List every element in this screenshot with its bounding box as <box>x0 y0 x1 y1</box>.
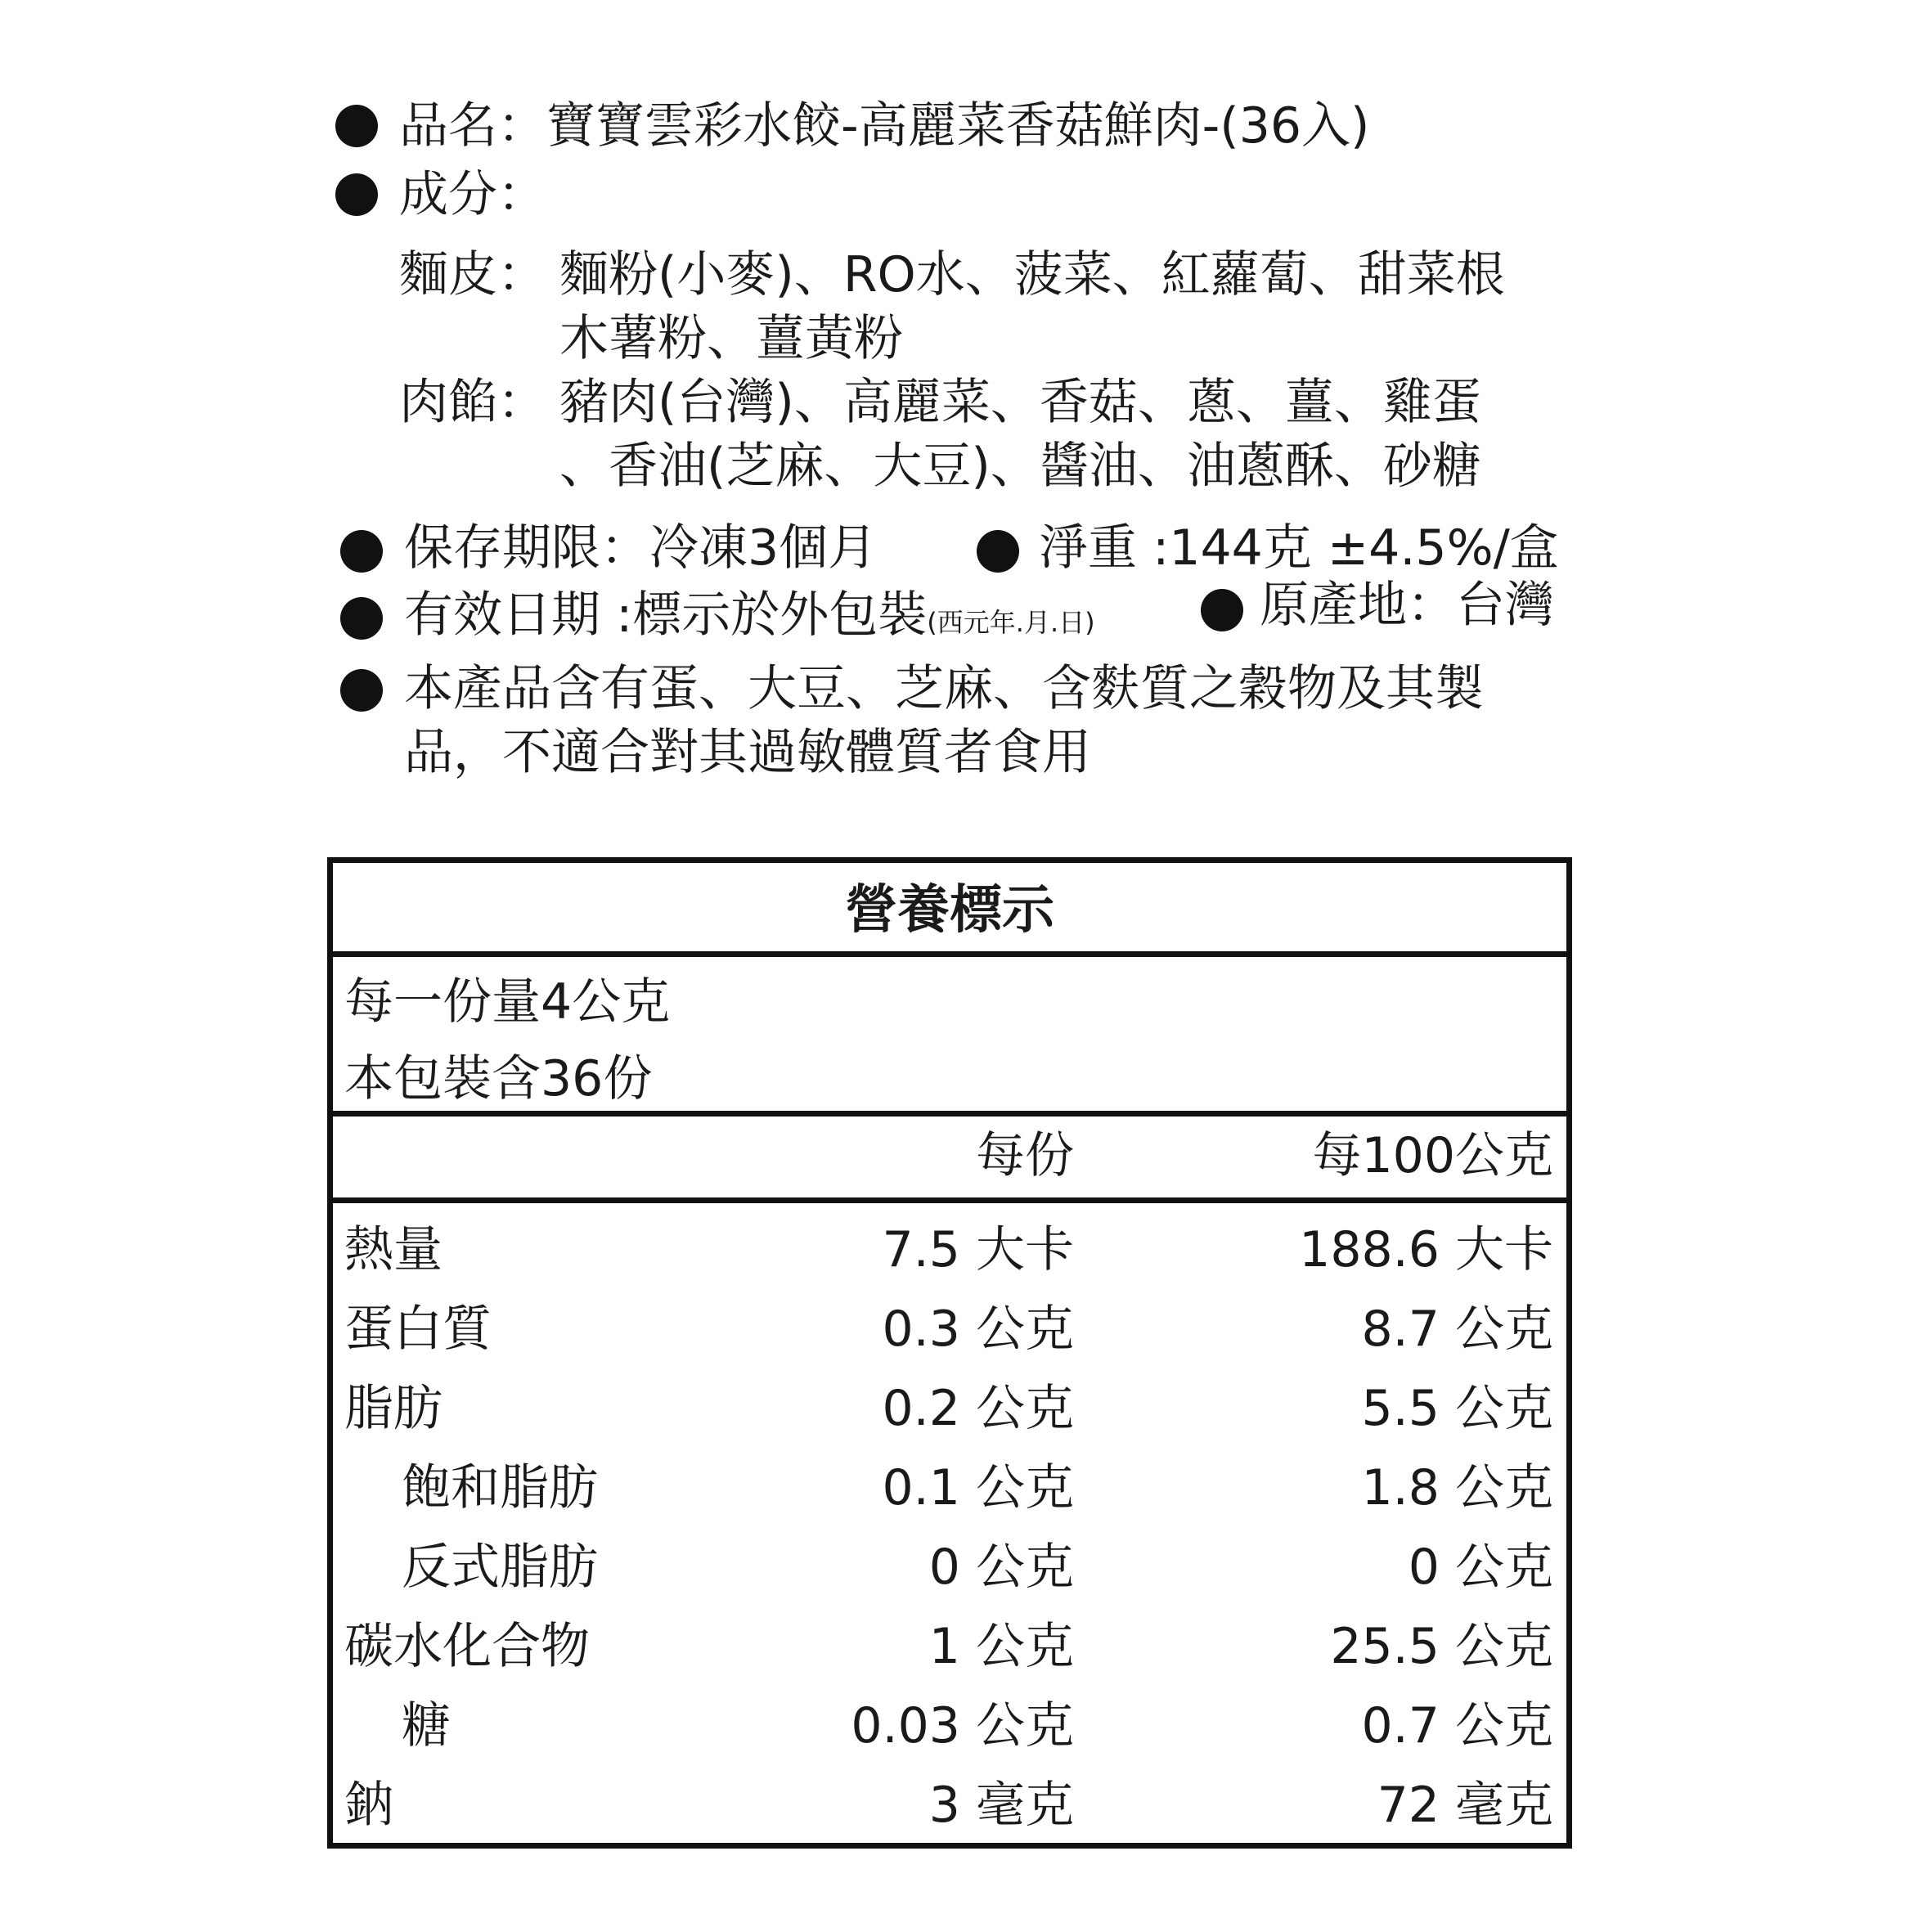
shelf-life: 保存期限：冷凍3個月 <box>404 519 878 577</box>
nutrient-per-serving: 1 公克 <box>928 1618 1074 1675</box>
net-weight: 淨重 :144克 ±4.5%/盒 <box>1039 519 1559 577</box>
ingredients-heading: 成分： <box>399 166 546 223</box>
bullet-dot <box>340 597 383 640</box>
nutrition-row <box>333 1686 1566 1766</box>
nutrient-per-100g: 25.5 公克 <box>1330 1618 1553 1675</box>
nutrition-row <box>333 1527 1566 1607</box>
nutrient-per-serving: 0.3 公克 <box>882 1301 1074 1358</box>
nutrient-name: 熱量 <box>344 1221 443 1278</box>
nutrition-row <box>333 1606 1566 1687</box>
nutrient-name: 鈉 <box>344 1777 393 1834</box>
bullet-dot <box>340 530 383 573</box>
bullet-dot <box>977 530 1019 573</box>
allergen-warning-line-1: 本產品含有蛋、大豆、芝麻、含麩質之穀物及其製 <box>404 660 1484 717</box>
nutrition-row <box>333 1765 1566 1845</box>
divider <box>333 1111 1566 1117</box>
nutrient-per-100g: 1.8 公克 <box>1361 1459 1553 1516</box>
product-name: 品名：寶寶雲彩水餃-高麗菜香菇鮮肉-(36入) <box>399 97 1370 155</box>
nutrition-title: 營養標示 <box>845 880 1054 941</box>
nutrient-name: 糖 <box>402 1697 451 1755</box>
expiry-date-text: 有效日期 :標示於外包裝 <box>404 586 928 644</box>
nutrient-per-100g: 8.7 公克 <box>1361 1301 1553 1358</box>
nutrient-per-serving: 0.2 公克 <box>882 1380 1074 1437</box>
nutrition-row <box>333 1368 1566 1449</box>
nutrient-name: 蛋白質 <box>344 1301 492 1358</box>
nutrient-name: 反式脂肪 <box>402 1539 598 1596</box>
nutrition-row <box>333 1289 1566 1369</box>
bullet-dot <box>1201 589 1243 631</box>
nutrient-name: 碳水化合物 <box>344 1618 590 1675</box>
nutrient-per-serving: 0.03 公克 <box>851 1697 1074 1755</box>
skin-label: 麵皮： <box>399 246 546 303</box>
nutrient-per-100g: 72 毫克 <box>1377 1777 1553 1834</box>
servings-per-package: 本包裝含36份 <box>344 1050 653 1108</box>
filling-label: 肉餡： <box>399 374 546 431</box>
nutrient-name: 飽和脂肪 <box>402 1459 598 1516</box>
divider <box>333 951 1566 957</box>
nutrition-row <box>333 1448 1566 1528</box>
bullet-dot <box>335 105 378 147</box>
column-header-per-serving: 每份 <box>976 1127 1074 1184</box>
column-header-per-100g: 每100公克 <box>1312 1127 1553 1184</box>
nutrient-name: 脂肪 <box>344 1380 443 1437</box>
nutrient-per-serving: 0.1 公克 <box>882 1459 1074 1516</box>
divider <box>333 1197 1566 1203</box>
filling-ingredients-line-1: 豬肉(台灣)、高麗菜、香菇、蔥、薑、雞蛋 <box>559 374 1481 431</box>
serving-size: 每一份量4公克 <box>344 973 671 1031</box>
allergen-warning-line-2: 品，不適合對其過敏體質者食用 <box>404 724 1091 781</box>
nutrient-per-100g: 0.7 公克 <box>1361 1697 1553 1755</box>
expiry-date-format: (西元年.月.日) <box>927 607 1095 638</box>
nutrient-per-serving: 3 毫克 <box>928 1777 1074 1834</box>
nutrient-per-100g: 188.6 大卡 <box>1299 1221 1553 1278</box>
skin-ingredients-line-1: 麵粉(小麥)、RO水、菠菜、紅蘿蔔、甜菜根 <box>559 246 1505 303</box>
nutrition-table <box>327 857 1572 1849</box>
skin-ingredients-line-2: 木薯粉、薑黃粉 <box>559 310 903 367</box>
nutrient-per-serving: 0 公克 <box>928 1539 1074 1596</box>
bullet-dot <box>335 173 378 216</box>
nutrient-per-100g: 0 公克 <box>1408 1539 1553 1596</box>
filling-ingredients-line-2: 、香油(芝麻、大豆)、醬油、油蔥酥、砂糖 <box>559 438 1481 495</box>
nutrient-per-serving: 7.5 大卡 <box>882 1221 1074 1278</box>
expiry-date <box>404 582 1095 655</box>
nutrition-row <box>333 1210 1566 1290</box>
origin: 原產地：台灣 <box>1260 577 1554 634</box>
nutrient-per-100g: 5.5 公克 <box>1361 1380 1553 1437</box>
bullet-dot <box>340 669 383 712</box>
